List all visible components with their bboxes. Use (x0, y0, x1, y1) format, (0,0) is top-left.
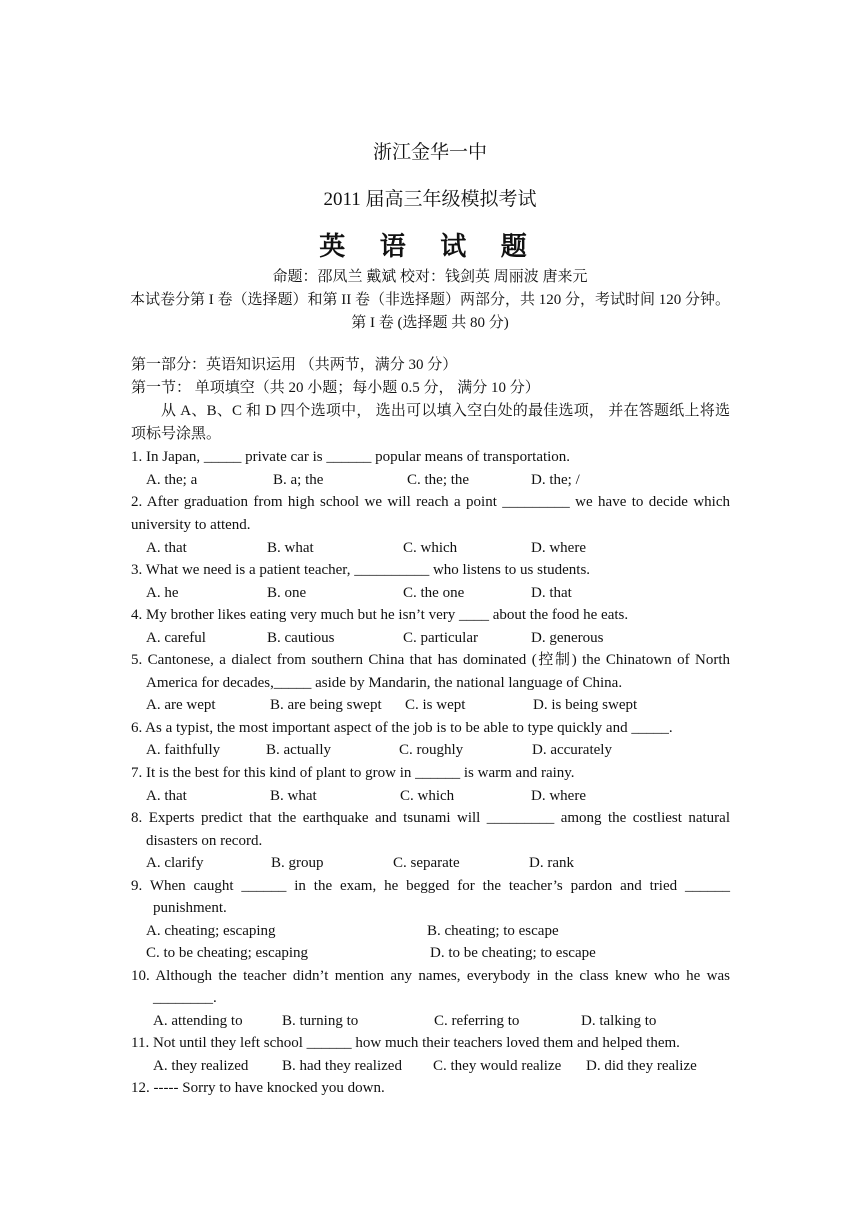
q5-option-d: D. is being swept (533, 697, 638, 713)
exam-title: 2011 届高三年级模拟考试 (323, 189, 537, 210)
q4-option-a: A. careful (146, 630, 206, 646)
question-3-stem: 3. What we need is a patient teacher, __________ who listens to us students. (131, 562, 591, 578)
question-5-stem: 5. Cantonese, a dialect from southern China that has dominated (控制) the Chinatown of North (131, 652, 730, 668)
subject-title: 英 语 试 题 (319, 232, 541, 261)
q8-option-b: B. group (271, 855, 324, 871)
instructions-line: 本试卷分第 I 卷（选择题）和第 II 卷（非选择题）两部分，共 120 分，考试时间 120 分钟。 (130, 292, 730, 308)
q8-option-a: A. clarify (146, 855, 204, 871)
q9-option-c: C. to be cheating; escaping (146, 945, 309, 961)
q4-option-c: C. particular (403, 630, 478, 646)
question-10-stem: 10. Although the teacher didn’t mention any names, everybody in the class knew who he was (131, 968, 730, 984)
q1-option-c: C. the; the (407, 472, 470, 488)
question-4-stem: 4. My brother likes eating very much but he isn’t very ____ about the food he eats. (131, 607, 629, 623)
q6-option-d: D. accurately (532, 742, 612, 758)
q6-option-a: A. faithfully (146, 742, 221, 758)
q7-option-d: D. where (531, 788, 586, 804)
question-9-stem-cont: punishment. (153, 900, 227, 916)
question-9-stem: 9. When caught ______ in the exam, he begged for the teacher’s pardon and tried ______ (131, 878, 730, 894)
volume-line: 第 I 卷 (选择题 共 80 分) (351, 315, 509, 331)
q2-option-c: C. which (403, 540, 458, 556)
q5-option-a: A. are wept (146, 697, 216, 713)
question-6-stem: 6. As a typist, the most important aspect of the job is to be able to type quickly and _____. (131, 720, 673, 736)
q10-option-d: D. talking to (581, 1013, 657, 1029)
directions-line-1: 从 A、B、C 和 D 四个选项中， 选出可以填入空白处的最佳选项， 并在答题纸上将选 (161, 403, 730, 419)
q11-option-d: D. did they realize (586, 1058, 697, 1074)
q7-option-a: A. that (146, 788, 187, 804)
q2-option-a: A. that (146, 540, 187, 556)
q8-option-c: C. separate (393, 855, 460, 871)
q1-option-d: D. the; / (531, 472, 580, 488)
question-5-stem-cont: America for decades,_____ aside by Mandarin, the national language of China. (146, 675, 623, 691)
section-heading: 第一节： 单项填空（共 20 小题；每小题 0.5 分， 满分 10 分） (131, 380, 540, 396)
q2-option-b: B. what (267, 540, 314, 556)
q9-option-a: A. cheating; escaping (146, 923, 276, 939)
q3-option-b: B. one (267, 585, 307, 601)
school-name: 浙江金华一中 (372, 142, 487, 163)
q7-option-b: B. what (270, 788, 317, 804)
authors-line: 命题：邵凤兰 戴斌 校对：钱剑英 周丽波 唐来元 (272, 269, 588, 285)
q3-option-d: D. that (531, 585, 572, 601)
question-8-stem: 8. Experts predict that the earthquake and tsunami will _________ among the costliest natural (131, 810, 730, 826)
question-8-stem-cont: disasters on record. (146, 833, 263, 849)
q8-option-d: D. rank (529, 855, 574, 871)
directions-line-2: 项标号涂黑。 (131, 426, 222, 442)
q3-option-a: A. he (146, 585, 179, 601)
part-heading: 第一部分：英语知识运用 （共两节，满分 30 分） (131, 357, 458, 373)
question-1-stem: 1. In Japan, _____ private car is ______ popular means of transportation. (131, 449, 571, 465)
question-12-stem: 12. ----- Sorry to have knocked you down. (131, 1080, 385, 1096)
question-2-stem: 2. After graduation from high school we will reach a point _________ we have to decide which (131, 494, 730, 510)
question-2-stem-cont: university to attend. (131, 517, 251, 533)
q11-option-c: C. they would realize (433, 1058, 562, 1074)
q4-option-d: D. generous (531, 630, 604, 646)
q4-option-b: B. cautious (267, 630, 335, 646)
q11-option-b: B. had they realized (282, 1058, 402, 1074)
q5-option-b: B. are being swept (270, 697, 382, 713)
q1-option-b: B. a; the (273, 472, 324, 488)
q7-option-c: C. which (400, 788, 455, 804)
question-7-stem: 7. It is the best for this kind of plant to grow in ______ is warm and rainy. (131, 765, 575, 781)
q5-option-c: C. is wept (405, 697, 466, 713)
q2-option-d: D. where (531, 540, 586, 556)
q10-option-c: C. referring to (434, 1013, 520, 1029)
question-11-stem: 11. Not until they left school ______ how much their teachers loved them and helped them. (131, 1035, 680, 1051)
q1-option-a: A. the; a (146, 472, 198, 488)
q6-option-b: B. actually (266, 742, 331, 758)
q9-option-d: D. to be cheating; to escape (430, 945, 596, 961)
q6-option-c: C. roughly (399, 742, 464, 758)
q10-option-a: A. attending to (153, 1013, 243, 1029)
q3-option-c: C. the one (403, 585, 465, 601)
q11-option-a: A. they realized (153, 1058, 249, 1074)
question-10-stem-cont: ________. (153, 990, 217, 1006)
q9-option-b: B. cheating; to escape (427, 923, 559, 939)
q10-option-b: B. turning to (282, 1013, 359, 1029)
